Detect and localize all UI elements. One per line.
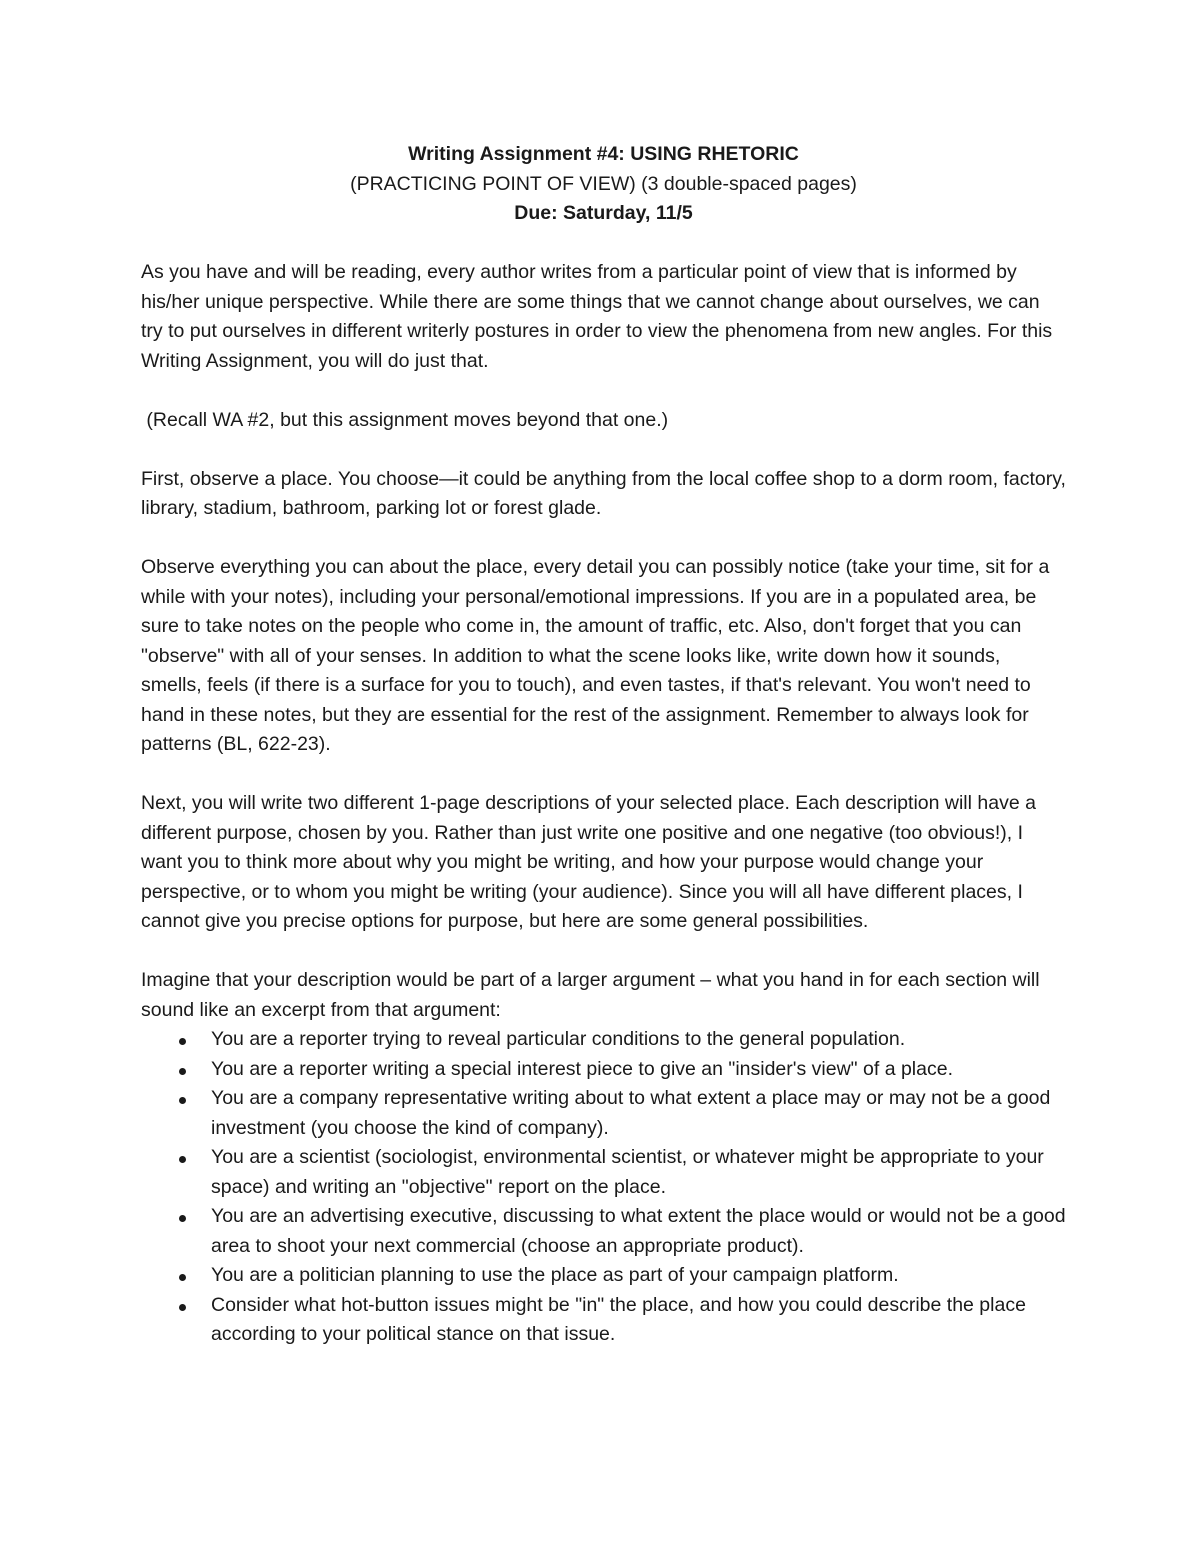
list-item bbox=[141, 1143, 1066, 1202]
list-item-text: Consider what hot-button issues might be "in" the place, and how you could describe the place according to your political stance on that issue. bbox=[211, 1293, 1026, 1345]
list-item-text: You are a scientist (sociologist, environmental scientist, or whatever might be appropriate to your space) and writing an "objective" report on the place. bbox=[211, 1146, 1044, 1198]
list-item-text: You are a company representative writing about to what extent a place may or may not be a good investment (you choose the kind of company). bbox=[211, 1087, 1051, 1139]
next-step-paragraph: Next, you will write two different 1-page descriptions of your selected place. Each description will have a different purpose, chosen by you. Rather than just write one positive and one negative (too obvious!), I want you to think more about why you might be writing, and how your purpose would change your perspective, or to whom you might be writing (your audience). Since you will all have different places, I cannot give you precise options for purpose, but here are some general possibilities. bbox=[141, 792, 1036, 932]
bullet-icon bbox=[179, 1097, 186, 1104]
list-item-text: You are a reporter trying to reveal particular conditions to the general population. bbox=[211, 1028, 906, 1050]
bullet-icon bbox=[179, 1068, 186, 1075]
bullet-icon bbox=[179, 1038, 186, 1045]
due-date: Due: Saturday, 11/5 bbox=[514, 202, 693, 224]
document-page bbox=[141, 140, 1066, 1350]
first-step-paragraph: First, observe a place. You choose—it could be anything from the local coffee shop to a dorm room, factory, library, stadium, bathroom, parking lot or forest glade. bbox=[141, 467, 1066, 519]
list-item bbox=[141, 1291, 1066, 1350]
bullet-icon bbox=[179, 1304, 186, 1311]
list-item-text: You are a reporter writing a special interest piece to give an "insider's view" of a place. bbox=[211, 1057, 953, 1080]
bullet-icon bbox=[179, 1274, 186, 1281]
list-item bbox=[141, 1202, 1066, 1261]
bullet-icon bbox=[179, 1156, 186, 1163]
list-item-text: You are an advertising executive, discussing to what extent the place would or would not be a good area to shoot your next commercial (choose an appropriate product). bbox=[211, 1205, 1066, 1257]
bullet-icon bbox=[179, 1215, 186, 1222]
assignment-title: Writing Assignment #4: USING RHETORIC bbox=[408, 143, 799, 165]
assignment-subtitle: (PRACTICING POINT OF VIEW) (3 double-spaced pages) bbox=[350, 172, 857, 195]
recall-text: (Recall WA #2, but this assignment moves beyond that one.) bbox=[146, 408, 669, 431]
document-header bbox=[141, 140, 1066, 229]
list-item bbox=[141, 1084, 1066, 1143]
imagine-paragraph: Imagine that your description would be part of a larger argument – what you hand in for each section will sound like an excerpt from that argument: bbox=[141, 969, 1040, 1021]
purpose-list bbox=[141, 1025, 1066, 1350]
intro-paragraph: As you have and will be reading, every author writes from a particular point of view that is informed by his/her unique perspective. While there are some things that we cannot change about ourselves, we can try to put ourselves in different writerly postures in order to view the phenomena from new angles. For this Writing Assignment, you will do just that. bbox=[141, 261, 1053, 372]
observe-paragraph: Observe everything you can about the place, every detail you can possibly notice (take your time, sit for a while with your notes), including your personal/emotional impressions. If you are in a populated area, be sure to take notes on the people who come in, the amount of traffic, etc. Also, don't forget that you can "observe" with all of your senses. In addition to what the scene looks like, write down how it sounds, smells, feels (if there is a surface for you to touch), and even tastes, if that's relevant. You won't need to hand in these notes, but they are essential for the rest of the assignment. Remember to always look for patterns (BL, 622-23). bbox=[141, 556, 1050, 755]
list-item bbox=[141, 1261, 1066, 1291]
list-item bbox=[141, 1025, 1066, 1055]
recall-paragraph bbox=[141, 406, 1066, 436]
list-item-text: You are a politician planning to use the place as part of your campaign platform. bbox=[211, 1264, 899, 1286]
list-item bbox=[141, 1055, 1066, 1085]
